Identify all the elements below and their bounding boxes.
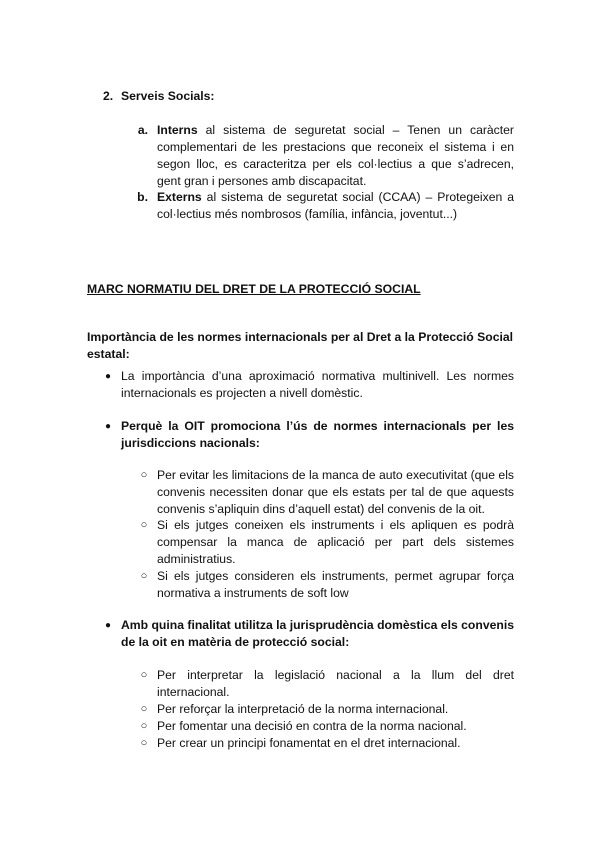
bullet-3-sub-2-marker: ○ <box>140 703 148 715</box>
bullet-2-text: Perquè la OIT promociona l’ús de normes internacionals per les jurisdiccions nacionals: <box>121 419 514 450</box>
item-a-marker: a. <box>137 123 148 137</box>
item-b-term: Externs <box>157 190 202 204</box>
main-heading: MARC NORMATIU DEL DRET DE LA PROTECCIÓ SOCIAL <box>87 282 421 296</box>
bullet-3-sub-4-marker: ○ <box>140 737 148 749</box>
item-b-desc: al sistema de seguretat social (CCAA) – Protegeixen a col·lectius més nombrosos (família, infància, joventut...) <box>157 190 514 221</box>
item-a-desc: al sistema de seguretat social – Tenen un caràcter complementari de les prestacions que reconeix el sistema i en segon lloc, es caracteritza per els col·lectius a que s’adrecen, gent gran i persones amb discapacitat. <box>157 123 514 188</box>
bullet-1-marker: ● <box>104 371 112 382</box>
bullet-3-sub-3-marker: ○ <box>140 720 148 732</box>
bullet-3-sub-2-text: Per reforçar la interpretació de la norma internacional. <box>157 702 449 716</box>
bullet-2-sub-2-marker: ○ <box>140 519 148 531</box>
bullet-2-sub-1-text: Per evitar les limitacions de la manca de auto executivitat (que els convenis necessiten donar que els estats per tal de que aquests convenis s’apliquin dins d’aquell estat) del convenis de la oit. <box>157 468 514 516</box>
bullet-3-sub-1-marker: ○ <box>140 669 148 681</box>
bullet-2-marker: ● <box>104 421 112 432</box>
bullet-3-text: Amb quina finalitat utilitza la jurisprudència domèstica els convenis de la oit en matèria de protecció social: <box>121 618 514 649</box>
item-b-text <box>157 189 514 223</box>
bullet-3-sub-3-text: Per fomentar una decisió en contra de la norma nacional. <box>157 719 467 733</box>
bullet-2-sub-1-marker: ○ <box>140 469 148 481</box>
section-number: 2. <box>103 89 114 103</box>
bullet-3-sub-1-text: Per interpretar la legislació nacional a la llum del dret internacional. <box>157 668 514 699</box>
section-title: Serveis Socials: <box>121 89 215 103</box>
bullet-3-marker: ● <box>104 620 112 631</box>
item-b-marker: b. <box>137 190 148 204</box>
bullet-2-sub-2-text: Si els jutges coneixen els instruments i els apliquen es podrà compensar la manca de aplicació per part dels sistemes administratius. <box>157 518 514 566</box>
bullet-1-text: La importància d’una aproximació normativa multinivell. Les normes internacionals es projecten a nivell domèstic. <box>121 369 514 400</box>
bullet-2-sub-3-marker: ○ <box>140 570 148 582</box>
bullet-3-sub-4-text: Per crear un principi fonamentat en el dret internacional. <box>157 736 461 750</box>
item-a-term: Interns <box>157 123 198 137</box>
bullet-2-sub-3-text: Si els jutges consideren els instruments, permet agrupar força normativa a instruments de soft low <box>157 569 514 600</box>
subheading: Importància de les normes internacionals per al Dret a la Protecció Social estatal: <box>87 330 514 361</box>
item-a-text <box>157 122 514 190</box>
